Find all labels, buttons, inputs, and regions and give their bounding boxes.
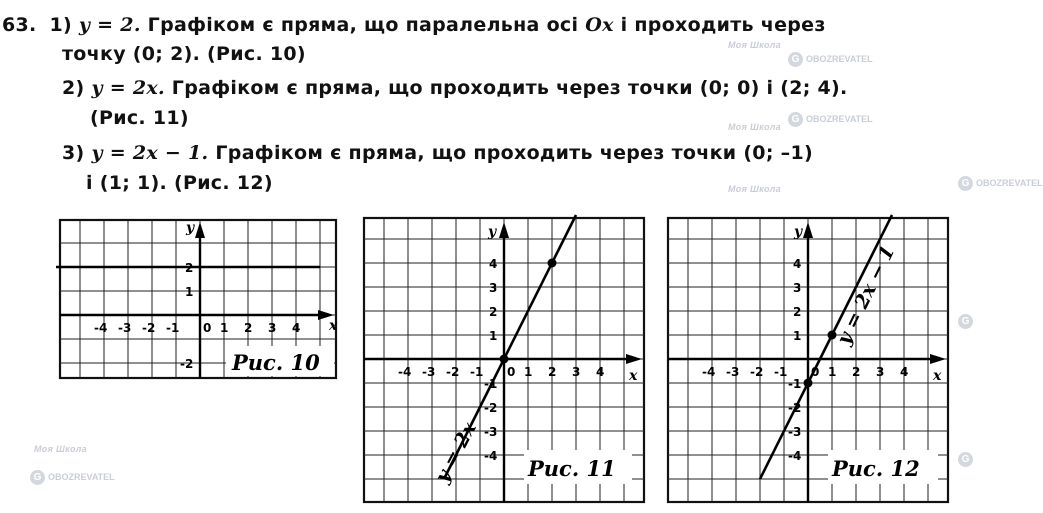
y-axis-arrow-icon [803,222,813,238]
figure-10 [58,218,338,380]
problem-line-3 [62,142,813,164]
item-marker: 3) [62,142,85,164]
x-tick-label: 4 [292,321,301,335]
y-tick-label: -1 [788,377,802,391]
figure-caption: Рис. 11 [528,456,616,481]
y-tick-label: 1 [489,329,498,343]
axis-name: Ox [585,14,614,36]
x-tick-label: 4 [596,365,605,379]
item-marker: 2) [62,77,85,99]
x-tick-label: 3 [876,365,885,379]
x-tick-label: -1 [470,365,484,379]
x-tick-label: 1 [828,365,837,379]
watermark-logo-icon: G [30,470,45,485]
x-tick-label: -4 [398,365,412,379]
figure-12 [666,214,950,504]
y-axis-arrow-icon [195,222,205,238]
x-tick-label: -2 [142,321,156,335]
problem-number: 63. [2,14,37,36]
watermark-logo-icon: G [788,112,803,127]
item-text: Графіком є пряма, що проходить через точки (0; –1) [208,142,813,164]
y-tick-label: 2 [185,261,194,275]
x-tick-label: -1 [774,365,788,379]
x-axis-label: x [329,318,338,334]
line-equation-label: y = 2x [430,418,481,487]
problem-line-1 [2,14,826,36]
x-tick-label: 3 [572,365,581,379]
watermark-logo-icon: G [958,314,973,329]
watermark-logo-icon: G [788,52,803,67]
item-text: Графіком є пряма, що паралельна осі [140,14,586,36]
x-tick-label: 1 [524,365,533,379]
graph-point [500,355,509,364]
x-tick-label: 1 [220,321,229,335]
y-tick-label: -2 [180,357,194,371]
y-tick-label: -3 [484,425,498,439]
item-marker: 1) [49,14,72,36]
y-tick-label: -2 [484,401,498,415]
x-tick-label: 4 [900,365,909,379]
y-tick-label: 3 [793,281,802,295]
x-tick-label: -3 [726,365,740,379]
watermark-brand: Моя Школа [728,40,781,50]
item-formula: y = 2. [78,14,141,36]
x-tick-label: -3 [118,321,132,335]
watermark-logo-icon: G [958,452,973,467]
y-tick-label: 2 [793,305,802,319]
watermark-brand: Моя Школа [34,444,87,454]
watermark-logo-icon: G [958,176,973,191]
y-axis-label: y [488,224,497,240]
item-formula: y = 2x. [91,77,165,99]
watermark-site: OBOZREVATEL [806,54,873,64]
y-tick-label: -4 [788,449,802,463]
figure-11-plot [362,214,646,504]
y-axis-arrow-icon [499,222,509,238]
problem-line-1b: точку (0; 2). (Рис. 10) [62,43,306,65]
line-equation-label: y = 2x − 1 [832,242,900,349]
y-tick-label: -4 [484,449,498,463]
x-tick-label: -4 [702,365,716,379]
graph-line [760,215,892,479]
problem-line-2b: (Рис. 11) [90,107,189,129]
x-axis-arrow-icon [626,354,642,364]
y-tick-label: -2 [788,401,802,415]
x-axis-label: x [629,368,638,384]
graph-point [548,259,557,268]
y-tick-label: 1 [185,285,194,299]
watermark-site: OBOZREVATEL [806,114,873,124]
x-tick-label: 0 [811,365,820,379]
x-tick-label: 0 [507,365,516,379]
figure-12-plot [666,214,950,504]
x-axis-arrow-icon [930,354,946,364]
y-tick-label: -1 [484,377,498,391]
x-tick-label: 0 [203,321,212,335]
x-tick-label: -2 [750,365,764,379]
x-tick-label: 3 [268,321,277,335]
x-tick-label: -4 [94,321,108,335]
x-tick-label: -3 [422,365,436,379]
x-tick-label: -1 [166,321,180,335]
x-tick-label: -2 [446,365,460,379]
figure-caption: Рис. 12 [832,456,920,481]
item-text: Графіком є пряма, що проходить через точки (0; 0) і (2; 4). [164,77,848,99]
problem-line-3b: і (1; 1). (Рис. 12) [86,172,273,194]
figure-caption: Рис. 10 [232,350,320,375]
x-axis-label: x [933,368,942,384]
y-tick-label: 4 [489,257,498,271]
y-tick-label: 1 [793,329,802,343]
figure-11 [362,214,646,504]
y-axis-label: y [186,220,195,236]
y-tick-label: 4 [793,257,802,271]
item-formula: y = 2x − 1. [91,142,209,164]
watermark-brand: Моя Школа [728,122,781,132]
graph-point [804,379,813,388]
watermark-site: OBOZREVATEL [48,472,115,482]
watermark-site: OBOZREVATEL [976,178,1043,188]
x-tick-label: 2 [548,365,557,379]
watermark-brand: Моя Школа [728,184,781,194]
x-tick-label: 2 [244,321,253,335]
y-tick-label: 2 [489,305,498,319]
y-tick-label: 3 [489,281,498,295]
figure-10-plot [58,218,338,380]
y-tick-label: -3 [788,425,802,439]
problem-line-2 [62,77,848,99]
x-tick-label: 2 [852,365,861,379]
item-text: і проходить через [613,14,826,36]
y-axis-label: y [794,224,803,240]
